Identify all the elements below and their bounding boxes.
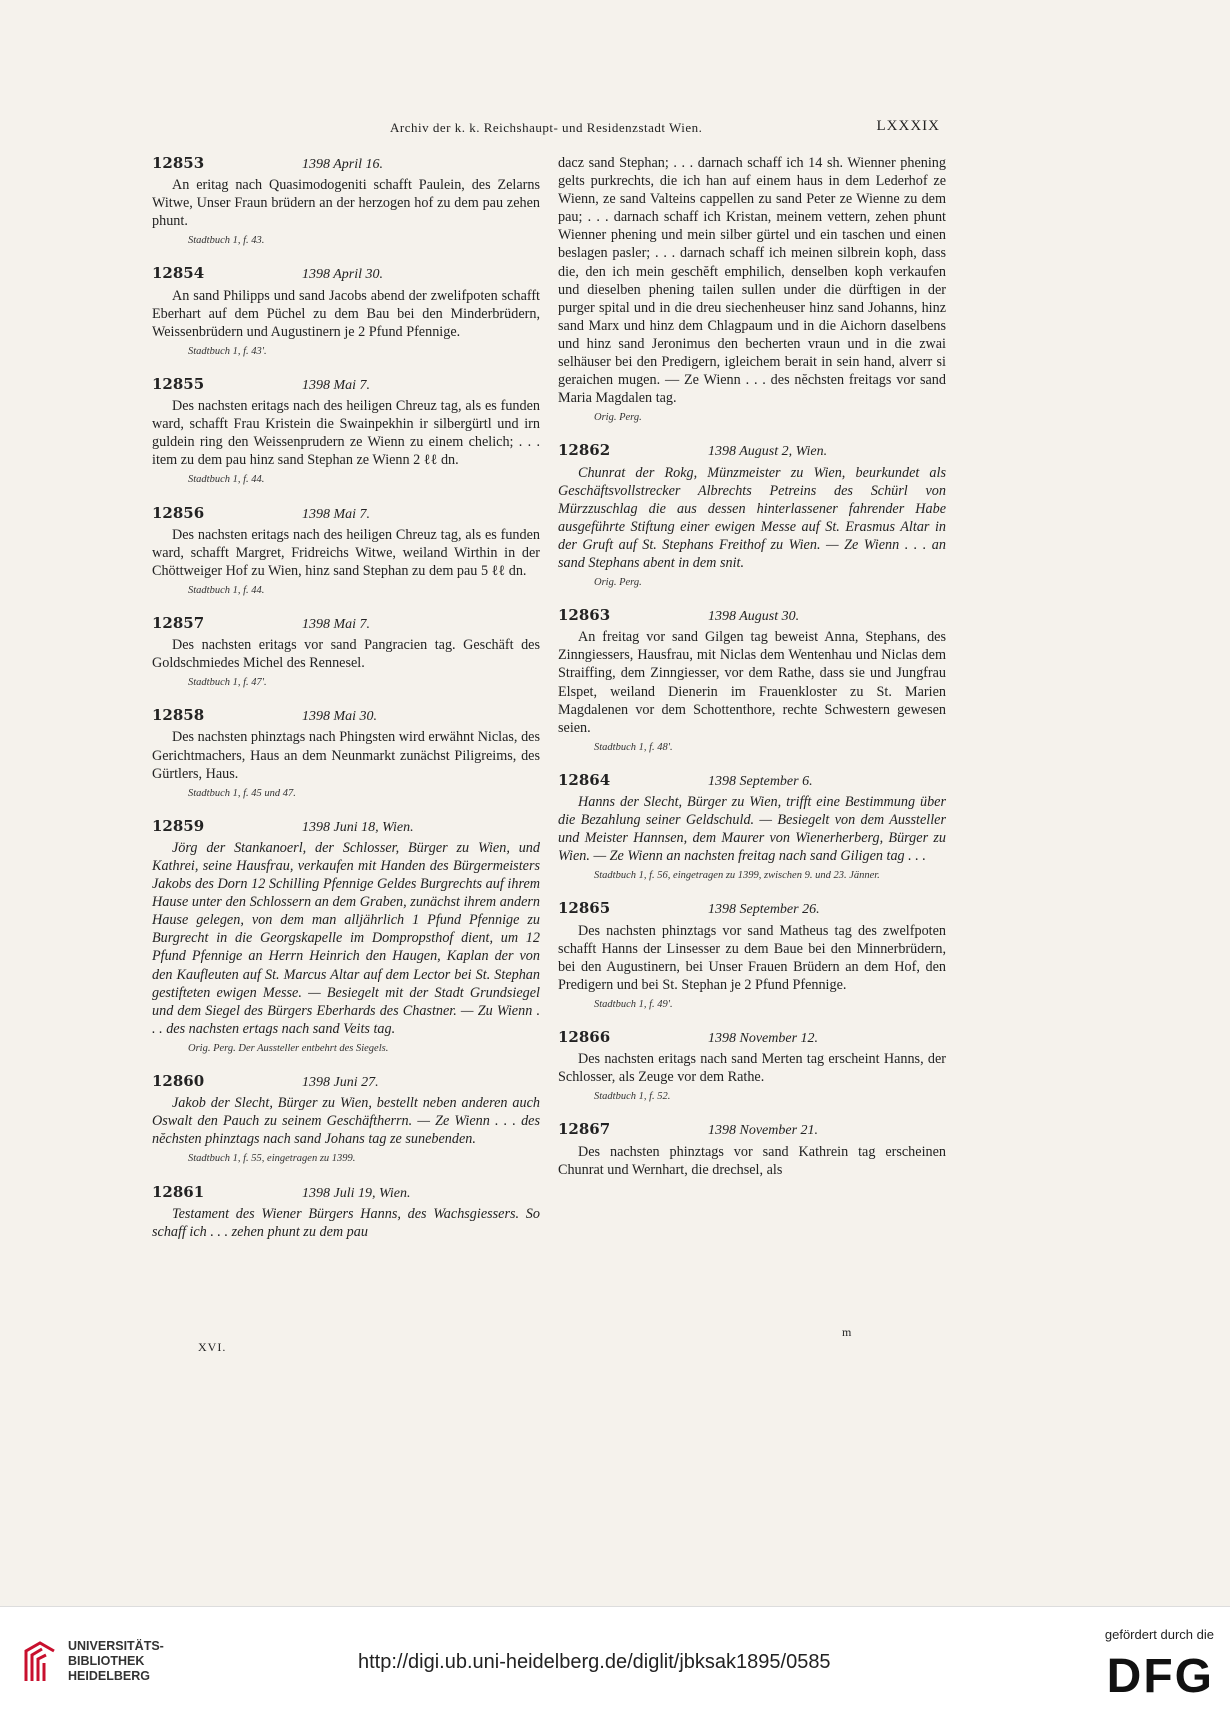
- document-entry: [558, 1120, 946, 1178]
- entry-text: Des nachsten eritags vor sand Pangracien tag. Geschäft des Goldschmiedes Michel des Rennesel.: [152, 637, 540, 672]
- document-entry: [152, 706, 540, 802]
- document-entry: [152, 375, 540, 490]
- dfg-logo: DFG: [1106, 1650, 1214, 1703]
- permalink-url[interactable]: http://digi.ub.uni-heidelberg.de/diglit/jbksak1895/0585: [358, 1651, 831, 1673]
- entry-text: Des nachsten eritags nach des heiligen Chreuz tag, als es funden ward, schafft Frau Kristein die Swainpekhin ir silbergürtl und irn guldein ring den Weissenprudern ze Wienn zu einem chelich; . . . item zu dem pau hinz sand Stephan ze Wienn 2 ℓℓ dn.: [152, 398, 540, 469]
- entry-number: 12855: [152, 374, 205, 393]
- entry-date: 1398 August 2, Wien.: [708, 444, 828, 460]
- entry-heading: [152, 264, 540, 284]
- entry-heading: [152, 1072, 540, 1092]
- entry-text: Des nachsten phinztags vor sand Matheus tag des zwelfpoten schafft Hanns der Linsesser zu dem Baue bei den Minnerbrüdern, bei den Augustinern, bei Unser Frauen Brüdern an dem Hof, den Predigern und bei St. Stephan je 2 Pfund Pfennige.: [558, 922, 946, 993]
- entry-source: Stadtbuch 1, f. 56, eingetragen zu 1399, zwischen 9. und 23. Jänner.: [594, 870, 880, 882]
- entry-heading: [152, 504, 540, 524]
- entry-number: 12867: [558, 1120, 611, 1139]
- entry-number: 12854: [152, 264, 205, 283]
- entry-date: 1398 Juli 19, Wien.: [302, 1185, 411, 1201]
- document-entry: [558, 1028, 946, 1106]
- document-entry: [152, 504, 540, 600]
- entry-source: Stadtbuch 1, f. 55, eingetragen zu 1399.: [188, 1153, 356, 1165]
- running-header: [150, 118, 940, 138]
- document-entry: [558, 154, 946, 427]
- entry-text: An eritag nach Quasimodogeniti schafft Paulein, des Zelarns Witwe, Unser Fraun brüdern an der herzogen hof zu dem pau zehen phunt.: [152, 177, 540, 230]
- entry-number: 12865: [558, 899, 611, 918]
- header-title: Archiv der k. k. Reichshaupt- und Residenzstadt Wien.: [390, 120, 703, 135]
- entry-text: An freitag vor sand Gilgen tag beweist Anna, Stephans, des Zinngiessers, Hausfrau, mit Niclas dem Wentenhau und Niclas dem Straiffing, dem Zinngiesser, vor dem Rathe, dass sie und Jungfrau Elspet, weiland Dienerin im Frauenkloster zu St. Marien Magdalenen vor dem Schottenthore, rechte Schwestern gewesen seien.: [558, 629, 946, 736]
- library-name: [68, 1639, 164, 1684]
- funded-by-label: gefördert durch die: [1104, 1627, 1214, 1642]
- footer-mark: m: [842, 1325, 852, 1339]
- entry-date: 1398 April 30.: [302, 267, 384, 283]
- document-entry: [152, 154, 540, 250]
- document-entry: [152, 614, 540, 692]
- entry-source: Stadtbuch 1, f. 48'.: [594, 741, 673, 753]
- entry-date: 1398 Mai 7.: [302, 506, 371, 522]
- entry-heading: [152, 817, 540, 837]
- entry-heading: [558, 1120, 946, 1140]
- entry-heading: [152, 375, 540, 395]
- entry-number: 12853: [152, 154, 205, 172]
- entry-source: Stadtbuch 1, f. 52.: [594, 1091, 671, 1103]
- entry-date: 1398 Mai 30.: [302, 709, 378, 725]
- entry-heading: [558, 606, 946, 626]
- document-entry: [558, 899, 946, 1014]
- library-name-line: UNIVERSITÄTS-: [68, 1639, 164, 1653]
- entry-source: Stadtbuch 1, f. 44.: [188, 474, 265, 486]
- entry-heading: [558, 899, 946, 919]
- entry-text: dacz sand Stephan; . . . darnach schaff ich 14 sh. Wienner phening gelts purkrechts, die ich han auf einem haus in dem Lederhof ze Wienn, ze sand Valteins cappellen zu sand Peter ze Wienne zu dem pau; . . . darnach schaff ich Kristan, meinem vettern, zehen phunt Wienner phening und mein silber gürtel und ein taschen und einen beslagen pasler; . . . darnach schaff ich meinen silbrein koph, dass die, den ich mein geschĕft emphilich, denselben koph verkaufen und dieselben phening tailen sullen under die dürftigen in der purger spital und in die dreu siechenheuser hinz sand Johanns, hinz sand Marx und hinz dem Chlagpaum und in die Aichorn daselbens und hinz sand Jeronimus den becherten vraun und in die zwai selhäuser bei den Predigern, igleichem berait in sein hand, alverr si geraichen mugen. — Ze Wienn . . . des nĕchsten freitags vor sand Maria Magdalen tag.: [558, 155, 946, 407]
- entry-source: Stadtbuch 1, f. 45 und 47.: [188, 787, 296, 799]
- entry-number: 12860: [152, 1072, 205, 1091]
- entry-number: 12858: [152, 706, 205, 725]
- right-column: [558, 154, 946, 1193]
- entry-source: Orig. Perg.: [594, 412, 642, 424]
- document-entry: [152, 264, 540, 360]
- entry-text: An sand Philipps und sand Jacobs abend der zwelifpoten schafft Eberhart auf dem Püchel zu dem Bau bei den Minderbrüdern, Weissenbrüdern und Augustinern je 2 Pfund Pfennige.: [152, 287, 540, 340]
- entry-date: 1398 September 26.: [708, 902, 820, 918]
- entry-heading: [558, 771, 946, 791]
- entry-heading: [152, 1183, 540, 1203]
- entry-source: Orig. Perg.: [594, 577, 642, 589]
- entry-number: 12857: [152, 613, 205, 632]
- library-name-line: BIBLIOTHEK: [68, 1654, 145, 1668]
- entry-date: 1398 August 30.: [708, 609, 800, 625]
- entry-number: 12863: [558, 606, 611, 625]
- entry-date: 1398 November 12.: [708, 1031, 819, 1047]
- entry-heading: [152, 706, 540, 726]
- document-entry: [558, 441, 946, 592]
- entry-number: 12866: [558, 1028, 611, 1047]
- entry-date: 1398 November 21.: [708, 1123, 819, 1139]
- entry-text: Des nachsten eritags nach sand Merten tag erscheint Hanns, der Schlosser, als Zeuge vor dem Rathe.: [558, 1051, 946, 1086]
- entry-date: 1398 Juni 27.: [302, 1075, 379, 1091]
- document-entry: [152, 817, 540, 1058]
- entry-date: 1398 Mai 7.: [302, 377, 371, 393]
- library-name-line: HEIDELBERG: [68, 1669, 150, 1683]
- entry-source: Stadtbuch 1, f. 49'.: [594, 998, 673, 1010]
- entry-heading: [558, 441, 946, 461]
- entry-text: Hanns der Slecht, Bürger zu Wien, trifft eine Bestimmung über die Bezahlung seiner Geldschuld. — Besiegelt von dem Aussteller und Meister Hannsen, dem Maurer von Wienerherberg, Bürger zu Wien. — Ze Wienn an nachsten freitag nach sand Giligen tag . . .: [558, 794, 946, 865]
- document-entry: [152, 1072, 540, 1168]
- library-footer-bar: [0, 1606, 1230, 1715]
- entry-source: Stadtbuch 1, f. 44.: [188, 584, 265, 596]
- entry-number: 12862: [558, 441, 611, 460]
- entry-date: 1398 Juni 18, Wien.: [302, 819, 414, 835]
- entry-source: Stadtbuch 1, f. 43.: [188, 235, 265, 247]
- page-number: LXXXIX: [876, 118, 940, 134]
- entry-text: Des nachsten eritags nach des heiligen Chreuz tag, als es funden ward, schafft Margret, Fridreichs Witwe, weiland Wirthin in der Chöttweiger Hof zu Wien, hinz sand Stephan zu dem pau 5 ℓℓ dn.: [152, 526, 540, 579]
- entry-number: 12861: [152, 1182, 205, 1201]
- entry-text: Des nachsten phinztags nach Phingsten wird erwähnt Niclas, des Gerichtmachers, Haus an dem Neunmarkt zunächst Piligreims, des Gürtlers, Haus.: [152, 729, 540, 782]
- entry-heading: [152, 154, 540, 174]
- entry-text: Des nachsten phinztags vor sand Kathrein tag erscheinen Chunrat und Wernhart, die drechsel, als: [558, 1143, 946, 1178]
- entry-date: 1398 September 6.: [708, 773, 813, 789]
- entry-source: Orig. Perg. Der Aussteller entbehrt des Siegels.: [188, 1042, 389, 1054]
- entry-source: Stadtbuch 1, f. 47'.: [188, 677, 267, 689]
- document-entry: [558, 606, 946, 757]
- entry-text: Jakob der Slecht, Bürger zu Wien, bestellt neben anderen auch Oswalt den Pauch zu seinem Geschäftherrn. — Ze Wienn . . . des nĕchsten phinztags nach sand Johans tag ze sunebenden.: [152, 1095, 540, 1148]
- signature-mark: XVI.: [198, 1340, 227, 1354]
- entry-date: 1398 April 16.: [302, 157, 384, 172]
- document-entry: [558, 771, 946, 886]
- entry-date: 1398 Mai 7.: [302, 616, 371, 632]
- entry-number: 12864: [558, 770, 611, 789]
- entry-heading: [558, 1028, 946, 1048]
- entry-number: 12856: [152, 503, 205, 522]
- entry-source: Stadtbuch 1, f. 43'.: [188, 345, 267, 357]
- library-logo-icon: [20, 1637, 70, 1687]
- entry-heading: [152, 614, 540, 634]
- document-entry: [152, 1183, 540, 1241]
- entry-number: 12859: [152, 816, 205, 835]
- entry-text: Testament des Wiener Bürgers Hanns, des Wachsgiessers. So schaff ich . . . zehen phunt zu dem pau: [152, 1205, 540, 1240]
- entry-text: Jörg der Stankanoerl, der Schlosser, Bürger zu Wien, und Kathrei, seine Hausfrau, verkaufen mit Handen des Bürgermeisters Jakobs des Dorn 12 Schilling Pfennige Geldes Burgrechts auf ihrem Hause unter den Schlossern an dem Graben, zunächst ihrem andern Hause gelegen, von dem man alljährlich 1 Pfund Pfennige zu Burgrecht in die Georgskapelle im Dompropsthof dient, um 12 Pfund Pfennige an Herrn Heinrich den Haugen, Kaplan der von den Kaufleuten auf St. Marcus Altar auf dem Lector bei St. Stephan gestifteten ewigen Messe. — Besiegelt mit der Stadt Grundsiegel und dem Siegel des Bürgers Eberhards des Chastner. — Zu Wienn . . . des nachsten ertags nach sand Veits tag.: [152, 839, 540, 1037]
- entry-text: Chunrat der Rokg, Münzmeister zu Wien, beurkundet als Geschäftsvollstrecker Albrechts Petreins des Schürl von Mürzzuschlag die aus dessen hinterlassener fahrender Habe ausgeführte Stiftung einer ewigen Messe auf St. Erasmus Altar in der Gruft auf St. Stephans Freithof zu Wien. — Ze Wienn . . . an sand Stephans abent in dem snit.: [558, 464, 946, 571]
- left-column: [152, 154, 540, 1255]
